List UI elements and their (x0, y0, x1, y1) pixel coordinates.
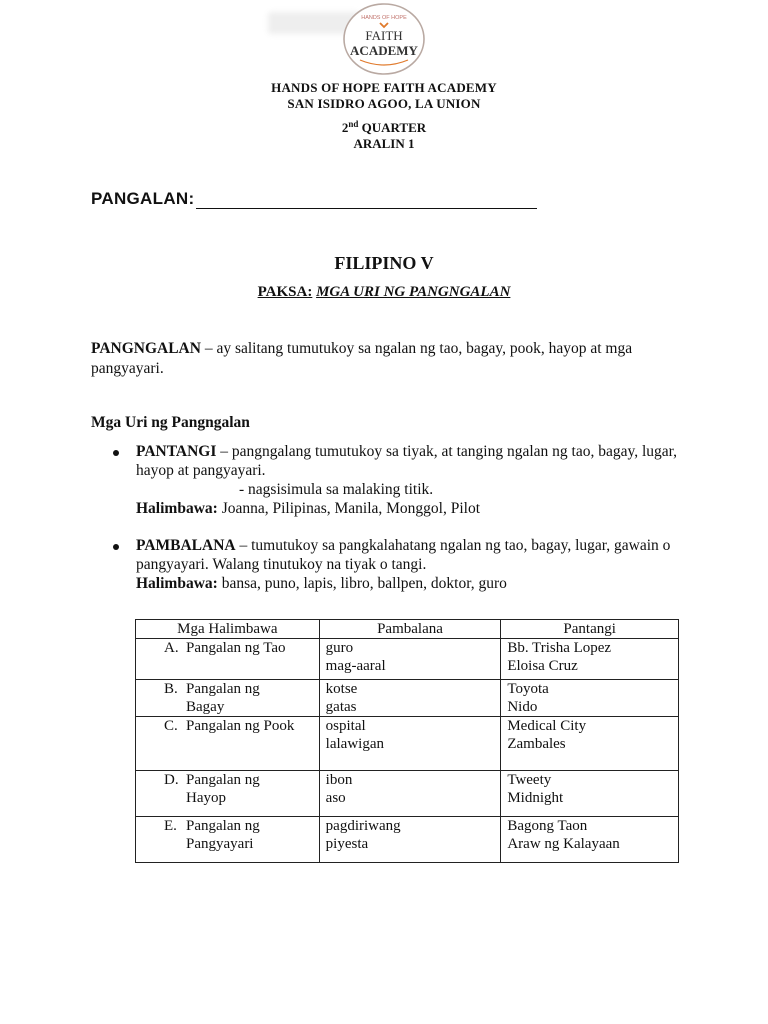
definition-term: PANGNGALAN (91, 340, 201, 357)
logo-word-faith: FAITH (365, 28, 403, 43)
cell-value: lalawigan (325, 736, 384, 752)
table-row (136, 639, 679, 680)
quarter-label (0, 120, 768, 136)
category-letter: E. (164, 818, 177, 834)
bullet-pambalana (136, 536, 696, 593)
cell-value: mag-aaral (325, 658, 386, 674)
bullet-examples (136, 499, 696, 518)
definition-text: – ay salitang tumutukoy sa ngalan ng tao, bagay, pook, hayop at mga pangyayari. (91, 340, 633, 377)
cell-value: Nido (507, 699, 538, 715)
category-name-cont: Pangyayari (186, 836, 254, 852)
category-cell (136, 639, 320, 680)
example-label: Halimbawa: (136, 500, 218, 517)
cell-value: gatas (325, 699, 357, 715)
bullet-pantangi (136, 442, 696, 518)
example-list: Joanna, Pilipinas, Manila, Monggol, Pilot (217, 500, 481, 517)
cell-value: ospital (325, 718, 366, 734)
quarter-suffix: nd (348, 119, 359, 129)
bullet-term: PANTANGI (136, 443, 217, 460)
category-letter: A. (164, 640, 179, 656)
table-row (136, 817, 679, 863)
table-header: Pambalana (319, 620, 501, 639)
cell-value: kotse (325, 681, 358, 697)
logo-top-text: HANDS OF HOPE (361, 15, 407, 21)
quarter-number: 2 (341, 120, 349, 135)
types-heading: Mga Uri ng Pangngalan (91, 414, 250, 431)
table-header-row (136, 620, 679, 639)
category-name-cont: Hayop (186, 790, 226, 806)
school-logo (342, 2, 426, 76)
pambalana-cell (319, 817, 501, 863)
school-header (0, 80, 768, 112)
category-letter: B. (164, 681, 178, 697)
category-letter: D. (164, 772, 179, 788)
topic-name: MGA URI NG PANGNGALAN (316, 284, 511, 300)
bullet-examples (136, 574, 696, 593)
pambalana-cell (319, 771, 501, 817)
category-name-cont: Bagay (186, 699, 225, 715)
cell-value: Bagong Taon (507, 818, 588, 834)
pambalana-cell (319, 639, 501, 680)
pambalana-cell (319, 680, 501, 717)
category-name: Pangalan ng (186, 818, 260, 834)
category-cell (136, 680, 320, 717)
cell-value: Midnight (507, 790, 564, 806)
school-address: SAN ISIDRO AGOO, LA UNION (287, 96, 481, 111)
quarter-header (0, 120, 768, 152)
name-field (91, 189, 537, 209)
bullet-dot-icon (113, 450, 119, 456)
cell-value: piyesta (325, 836, 369, 852)
quarter-word: QUARTER (361, 120, 427, 135)
category-cell (136, 717, 320, 771)
cell-value: Bb. Trisha Lopez (507, 640, 612, 656)
faith-academy-logo-icon (342, 2, 426, 76)
definition-paragraph (91, 339, 691, 379)
category-name: Pangalan ng Pook (186, 718, 295, 734)
bullet-note: - nagsisimula sa malaking titik. (239, 481, 434, 498)
cell-value: Toyota (507, 681, 549, 697)
category-name: Pangalan ng (186, 772, 260, 788)
pantangi-cell (501, 817, 679, 863)
example-label: Halimbawa: (136, 575, 218, 592)
pantangi-cell (501, 717, 679, 771)
pantangi-cell (501, 680, 679, 717)
category-cell (136, 771, 320, 817)
cell-value: Tweety (507, 772, 552, 788)
cell-value: Zambales (507, 736, 566, 752)
category-letter: C. (164, 718, 178, 734)
category-cell (136, 817, 320, 863)
category-name: Pangalan ng (186, 681, 260, 697)
table-header: Pantangi (501, 620, 679, 639)
school-name: HANDS OF HOPE FAITH ACADEMY (271, 80, 497, 95)
table-row (136, 717, 679, 771)
topic-label: PAKSA: (257, 284, 313, 300)
name-label: PANGALAN: (91, 189, 195, 208)
category-name: Pangalan ng Tao (186, 640, 286, 656)
cell-value: Medical City (507, 718, 587, 734)
bullet-text: – tumutukoy sa pangkalahatang ngalan ng tao, bagay, lugar, gawain o pangyayari. Walang tinutukoy na tiyak o tangi. (136, 537, 671, 573)
examples-table (135, 619, 679, 863)
table-header: Mga Halimbawa (136, 620, 320, 639)
name-blank-line[interactable] (196, 192, 537, 209)
cell-value: pagdiriwang (325, 818, 401, 834)
lesson-label: ARALIN 1 (353, 136, 415, 151)
bullet-dot-icon (113, 544, 119, 550)
subject-title: FILIPINO V (334, 253, 434, 273)
bullet-text: – pangngalang tumutukoy sa tiyak, at tanging ngalan ng tao, bagay, lugar, hayop at pangyayari. (136, 443, 678, 479)
cell-value: guro (325, 640, 354, 656)
table-row (136, 680, 679, 717)
cell-value: Eloisa Cruz (507, 658, 578, 674)
pambalana-cell (319, 717, 501, 771)
cell-value: aso (325, 790, 346, 806)
pantangi-cell (501, 639, 679, 680)
example-list: bansa, puno, lapis, libro, ballpen, doktor, guro (217, 575, 507, 592)
table-row (136, 771, 679, 817)
cell-value: ibon (325, 772, 353, 788)
logo-word-academy: ACADEMY (350, 43, 418, 58)
topic-title (0, 284, 768, 301)
bullet-term: PAMBALANA (136, 537, 236, 554)
cell-value: Araw ng Kalayaan (507, 836, 620, 852)
pantangi-cell (501, 771, 679, 817)
